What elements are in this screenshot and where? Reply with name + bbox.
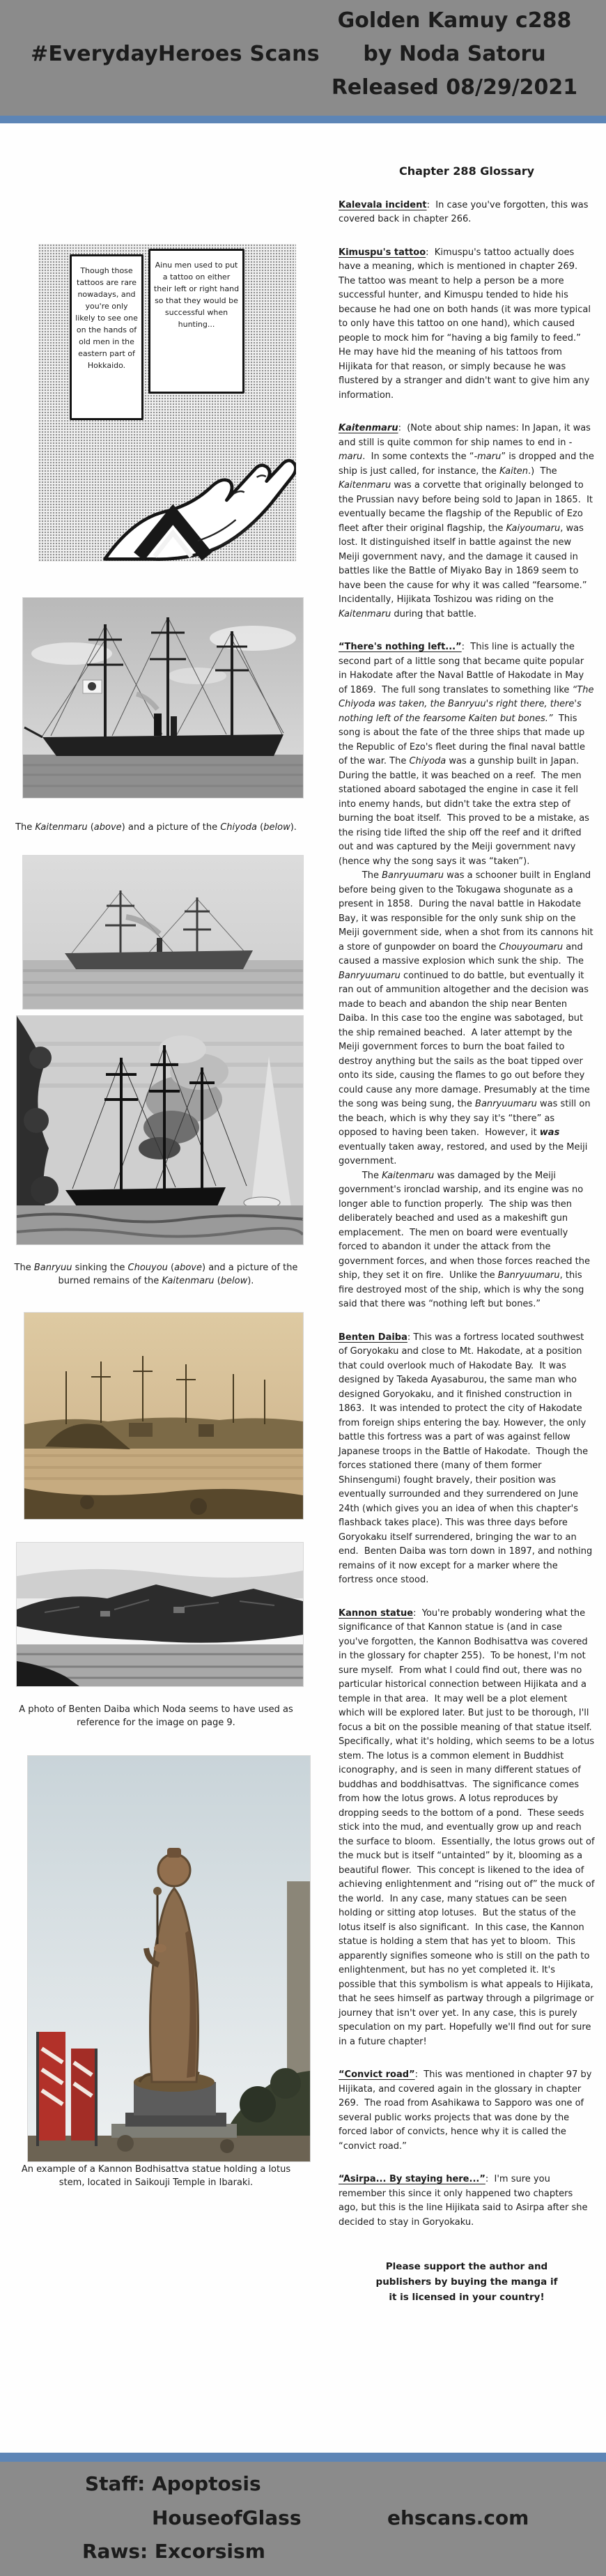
glossary-paragraph: “Convict road”: This was mentioned in chapter 97 by Hijikata, and covered again in the glossary in chapter 269. The road from Asahikawa to Sapporo was one of several public works projects that was done by the forced labor of convicts, hence why it is called the “convict road.” <box>339 2069 592 2152</box>
glossary-section-theres-nothing-left <box>339 640 595 1312</box>
glossary-section-kalevala-incident <box>339 199 595 227</box>
glossary-title: Chapter 288 Glossary <box>398 164 535 178</box>
caption-benten-daiba: A photo of Benten Daiba which Noda seems to have used as reference for the image on page 9. <box>19 1704 293 1728</box>
glossary-sections <box>339 199 595 2230</box>
photo-kannon-statue <box>28 1756 310 2161</box>
photo-chiyoda <box>23 856 303 1009</box>
series-chapter-line: Golden Kamuy c288 <box>337 8 572 33</box>
footer-site-url: ehscans.com <box>387 2506 529 2529</box>
glossary-paragraph: “Asirpa... By staying here...”: I'm sure you remember this since it only happened two chapters ago, but this is the line Hijikata said to Asirpa after she decided to stay in Goryokaku. <box>339 2174 588 2228</box>
photo-kaitenmaru <box>23 598 303 798</box>
author-line: by Noda Satoru <box>363 42 546 66</box>
photo-benten-daiba <box>17 1543 303 1686</box>
kannon-statue-photo <box>28 1756 310 2161</box>
footer-staff-line-2: HouseofGlass <box>152 2506 302 2529</box>
glossary-paragraph: “There's nothing left...”: This line is actually the second part of a little song that became quite popular in Hakodate after the Naval Battle of Hakodate in May of 1869. The full song translates to something like “The Chiyoda was taken, the Banryuu's right there, there's nothing left of the fearsome Kaiten but bones.” This song is about the fate of the three ships that made up the Republic of Ezo's fleet during the final naval battle of the war. The Chiyoda was a gunship built in Japan. During the battle, it was beached on a reef. The men stationed aboard sabotaged the engine in case it fell into enemy hands, but didn't take the extra step of burning the boat itself. This proved to be a mistake, as the rising tide lifted the ship off the reef and it drifted out and was captured by the Meiji government navy (hence why the song says it was “taken”). <box>339 642 594 867</box>
caption-kaitenmaru-chiyoda: The Kaitenmaru (above) and a picture of the Chiyoda (below). <box>15 822 297 833</box>
caption-banryuu-chouyou-remains: The Banryuu sinking the Chouyou (above) and a picture of the burned remains of the Kaitenmaru (below). <box>14 1263 298 1286</box>
bottom-accent-bar <box>0 2453 606 2462</box>
glossary-column <box>339 164 595 2305</box>
burned-remains-sepia-photo <box>24 1313 303 1519</box>
caption-kannon-statue: An example of a Kannon Bodhisattva statue holding a lotus stem, located in Saikouji Temple in Ibaraki. <box>21 2164 291 2188</box>
glossary-paragraph: Kannon statue: You're probably wondering what the significance of that Kannon statue is (and in case you've forgotten, the Kannon Bodhisattva was covered in the glossary for chapter 255). To be honest, I'm not sure myself. From what I could find out, there was no particular historical connection between Hijikata and a temple in that area. It may well be a plot element which will be explored later. But just to be thorough, I'll focus a bit on the possible meaning of that statue itself. Specifically, what it's holding, which seems to be a lotus stem. The lotus is a common element in Buddhist iconography, and is seen in many different statues of buddhas and boddhisattvas. The significance comes from how the lotus grows. A lotus reproduces by dropping seeds to the bottom of a pond. These seeds stick into the mud, and eventually grow up and reach the surface to bloom. Essentially, the lotus grows out of the muck but is itself “untainted” by it, blooming as a beautiful flower. This concept is likened to the idea of achieving enlightenment and “rising out of” the muck of the world. In any case, many statues can be seen holding or sitting atop lotuses. But the status of the lotus itself is also significant. In this case, the Kannon statue is holding a stem that has yet to bloom. This apparently signifies someone who is still on the path to enlightenment, but has no yet completed it. It's possible that this symbolism is what appeals to Hijikata, that he sees himself as partway through a pilgrimage or journey that isn't over yet. In any case, this is purely speculation on my part. Hopefully we'll find out for sure in a future chapter! <box>339 1607 595 2047</box>
glossary-paragraph: Kalevala incident: In case you've forgotten, this was covered back in chapter 266. <box>339 199 589 224</box>
glossary-paragraph: The Kaitenmaru was damaged by the Meiji government's ironclad warship, and its engine was no longer able to function properly. The ship was then deliberately beached and used as a makeshift gun emplacement. The men on board were eventually forced to abandon it under the attack from the government forces, and when those forces reached the ship, they set it on fire. Unlike the Banryuumaru, this fire destroyed most of the ship, which is why the song said that there was “nothing left but bones.” <box>339 1170 590 1309</box>
footer-raws-line: Raws: Excorsism <box>82 2540 265 2563</box>
speech-bubble-right: Ainu men used to put a tattoo on either their left or right hand so that they would be successful when hunting... <box>148 249 244 394</box>
support-note: Please support the author and publishers by buying the manga if it is licensed in your country! <box>375 2261 558 2303</box>
header-band <box>0 0 606 116</box>
top-accent-bar <box>0 116 606 123</box>
kaitenmaru-ship-photo <box>23 598 303 798</box>
glossary-section-kaitenmaru <box>339 422 595 622</box>
release-info-block <box>310 4 599 105</box>
photo-banryuu-sinking-chouyou <box>17 1016 303 1244</box>
glossary-paragraph: Benten Daiba: This was a fortress located southwest of Goryokaku and close to Mt. Hakodate, at a position that could overlook much of Hakodate Bay. It was designed by Takeda Ayasaburou, the same man who designed Goryokaku, and it finished construction in 1863. It was intended to protect the city of Hakodate from foreign ships entering the bay. However, the only battle this fortress was a part of was against fellow Japanese troops in the Battle of Hakodate. Though the forces stationed there (many of them former Shinsengumi) fought bravely, their position was eventually surrounded and they surrendered on June 24th (which gives you an idea of when this chapter's flashback takes place). This was three days before Goryokaku itself surrendered, bringing the war to an end. Benten Daiba was torn down in 1897, and nothing remains of it now except for a marker where the fortress once stood. <box>339 1332 593 1585</box>
tattooed-hand-illustration <box>100 412 296 562</box>
benten-daiba-fortress-photo <box>17 1543 303 1686</box>
chiyoda-ship-photo <box>23 856 303 1009</box>
scan-group-title: #EverydayHeroes Scans <box>31 42 320 66</box>
glossary-section-convict-road <box>339 2068 595 2154</box>
naval-battle-engraving <box>17 1016 303 1244</box>
glossary-paragraph: Kimuspu's tattoo: Kimuspu's tattoo actually does have a meaning, which is mentioned in chapter 269. The tattoo was meant to help a person be a more successful hunter, and Kimuspu tended to hide his because he had one on both hands (it was more typical to only have this tattoo on one hand), which caused people to mock him for “having a big family to feed.” He may have hid the meaning of his tattoos from Hijikata for that reason, or simply because he was flustered by a stranger and didn't want to give him any information. <box>339 247 591 401</box>
footer-staff-line: Staff: Apoptosis <box>85 2472 261 2495</box>
glossary-section-benten-daiba <box>339 1331 595 1588</box>
manga-panel <box>38 244 296 562</box>
glossary-paragraph: Kaitenmaru: (Note about ship names: In Japan, it was and still is quite common for ship names to end in -maru. In some contexts the “-maru” is dropped and the ship is just called, for instance, the Kaiten.) The Kaitenmaru was a corvette that originally belonged to the Prussian navy before being sold to Japan in 1865. It eventually became the flagship of the Republic of Ezo fleet after their original flagship, the Kaiyoumaru, was lost. It distinguished itself in battle against the new Meiji government navy, and the damage it caused in battles like the Battle of Miyako Bay in 1869 seem to have been the cause for why it was called “fearsome.” Incidentally, Hijikata Toshizou was riding on the Kaitenmaru during that battle. <box>339 423 594 619</box>
glossary-section-kimuspu-tattoo <box>339 246 595 403</box>
glossary-section-kannon-statue <box>339 1607 595 2050</box>
photo-kaitenmaru-burned-remains <box>24 1313 303 1519</box>
release-date-line: Released 08/29/2021 <box>331 75 578 100</box>
speech-bubble-left: Though those tattoos are rare nowadays, and you're only likely to see one on the hands of old men in the eastern part of Hokkaido. <box>70 254 143 420</box>
glossary-paragraph: The Banryuumaru was a schooner built in England before being given to the Tokugawa shogunate as a present in 1858. During the naval battle in Hakodate Bay, it was responsible for the only sunk ship on the Meiji government side, when a shot from its cannons hit a store of gunpowder on board the Chouyoumaru and caused a massive explosion which sunk the ship. The Banryuumaru continued to do battle, but eventually it ran out of ammunition altogether and the decision was made to beach and abandon the ship near Benten Daiba. In this case too the engine was sabotaged, but the ship remained beached. A later attempt by the Meiji government forces to burn the boat failed to destroy anything but the sails as the boat tipped over onto its side, causing the flames to go out before they could cause any more damage. Presumably at the time the song was being sung, the Banryuumaru was still on the beach, which is why they say it's “there” as opposed to having been taken. However, it was eventually taken away, restored, and used by the Meiji government. <box>339 870 593 1166</box>
glossary-section-asirpa-by-staying-here <box>339 2173 595 2230</box>
